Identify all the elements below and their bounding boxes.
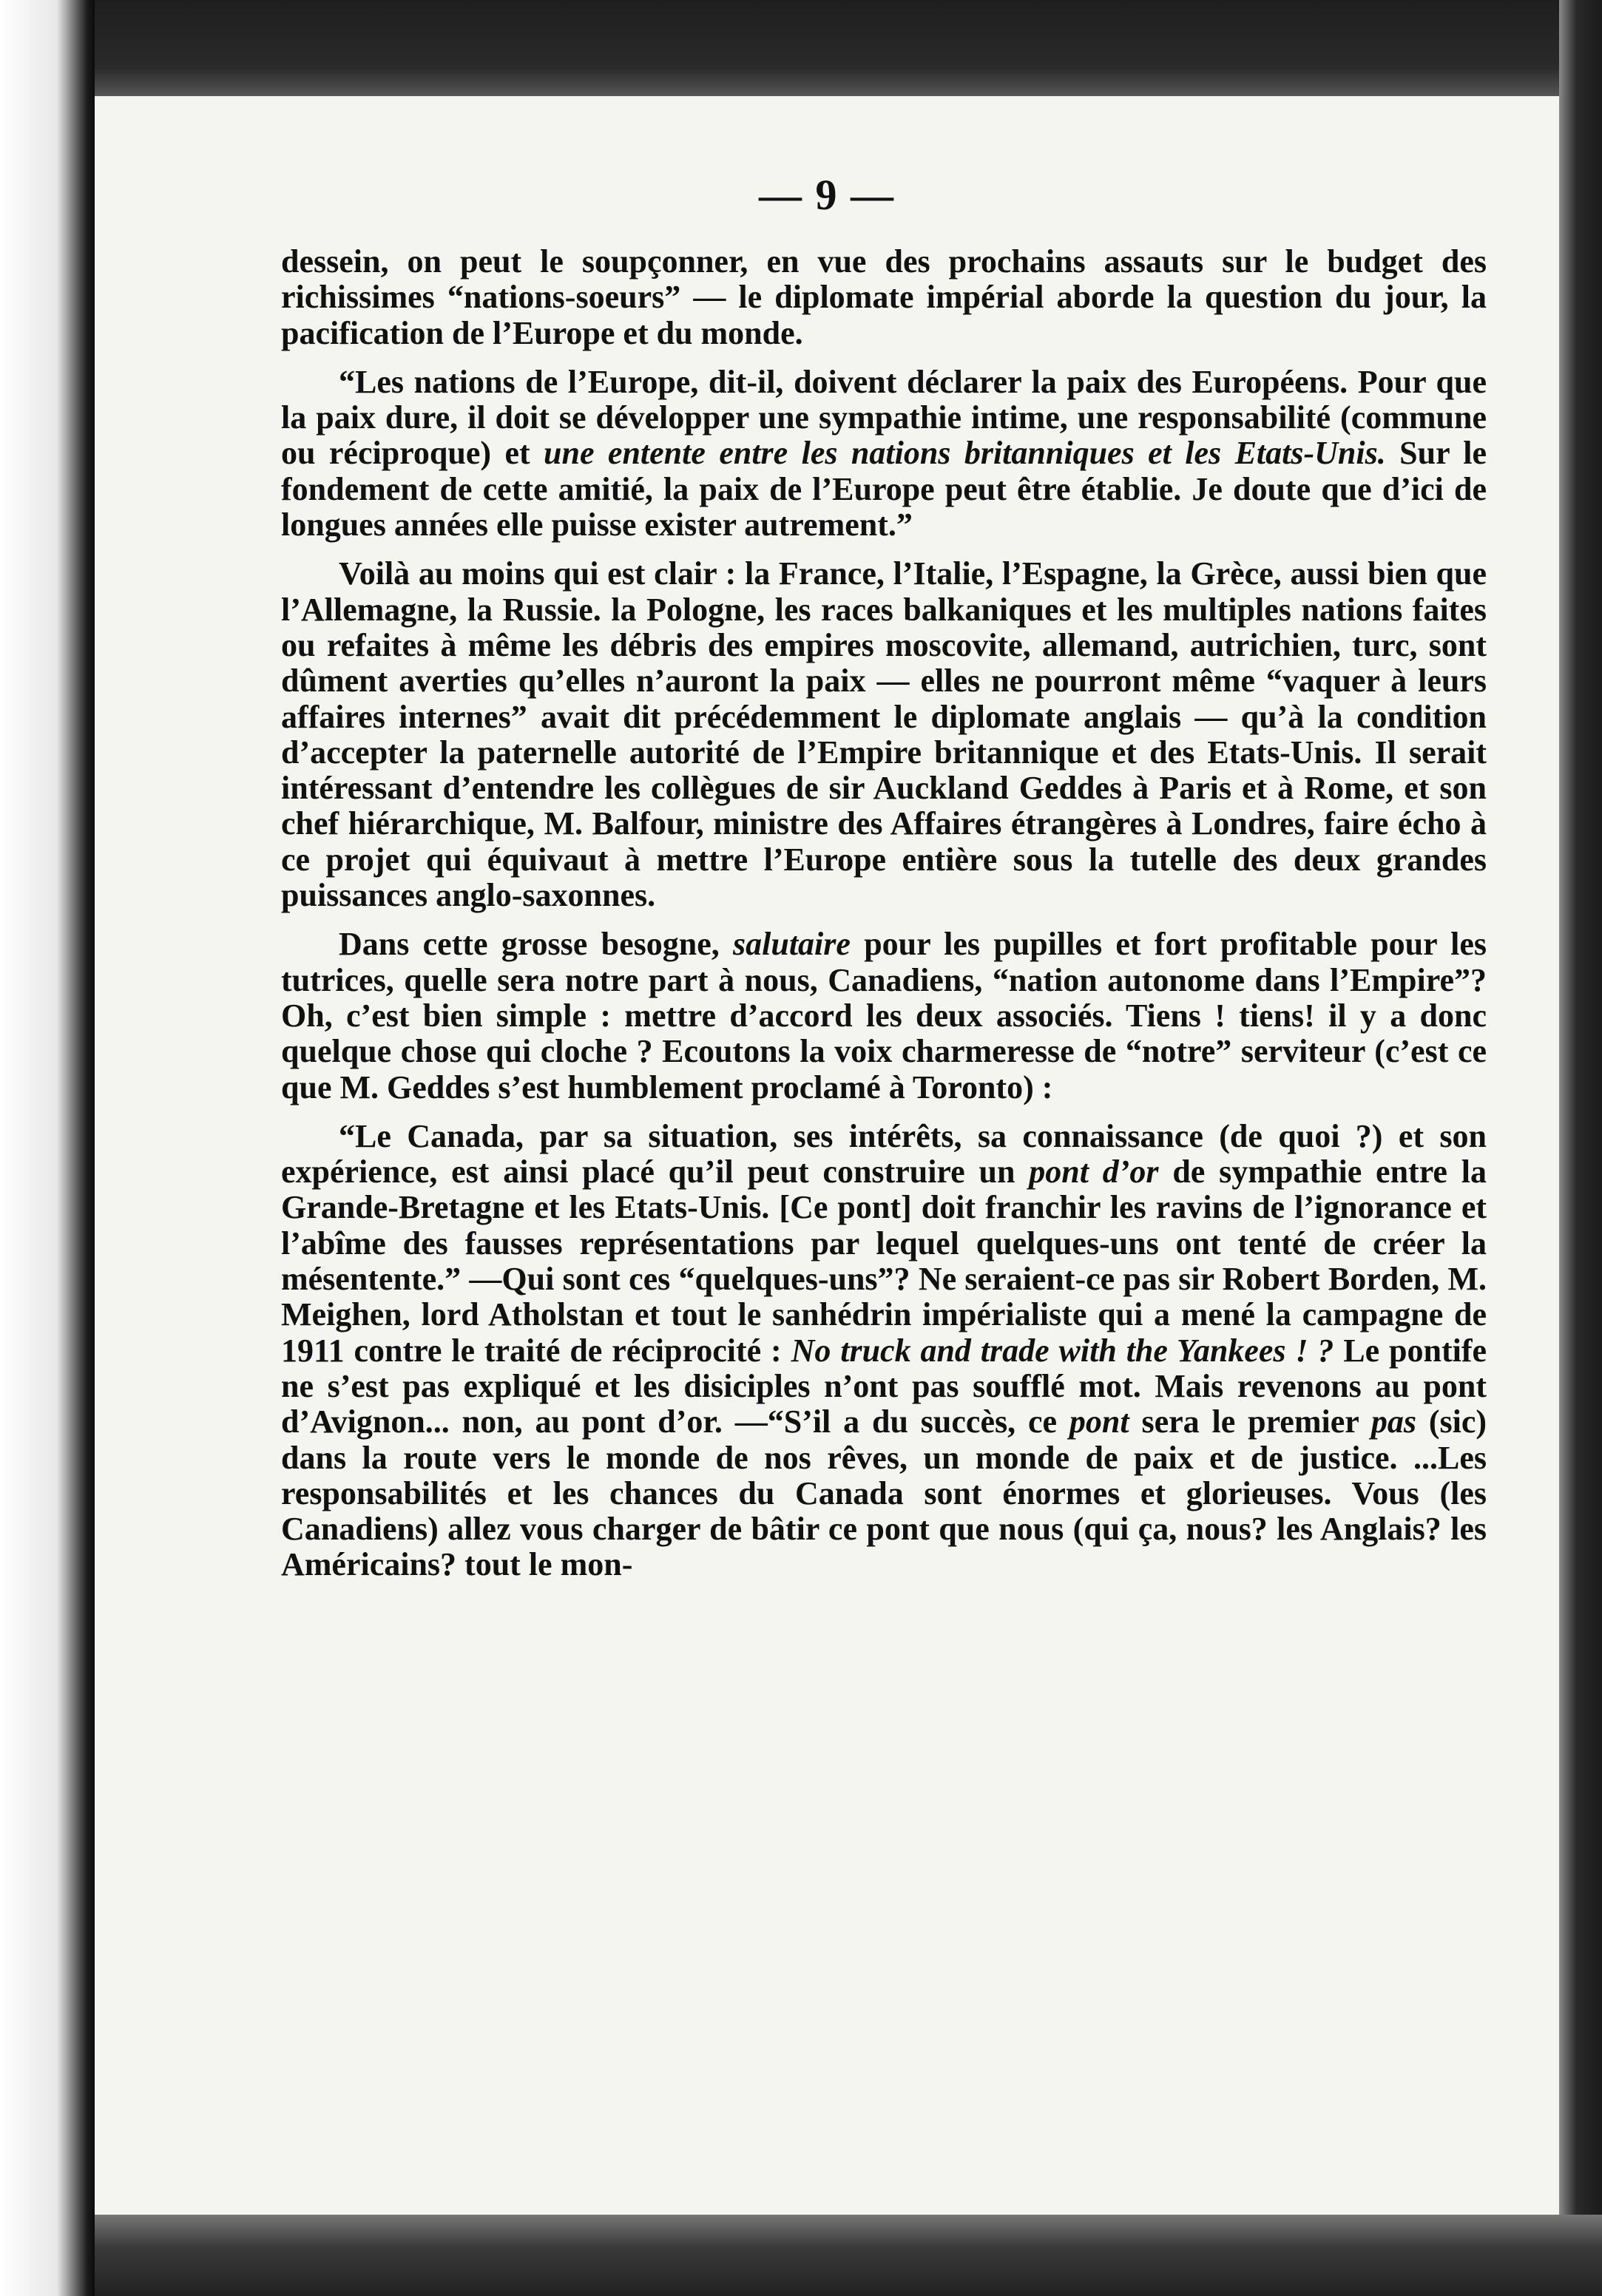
paragraph xyxy=(281,1119,1487,1583)
text-run: “Les nations de l’Europe, dit-il, doivent déclarer la paix des Européens. Pour que la paix dure, il doit se développer une sympathie intime, une responsabilité (commune ou réciproque) et xyxy=(281,363,1487,472)
page-number: — 9 — xyxy=(759,171,895,219)
italic-text-run: No truck and trade with the Yankees ! ? xyxy=(791,1332,1334,1369)
italic-text-run: pont d’or xyxy=(1029,1154,1159,1191)
italic-text-run: pont xyxy=(1069,1403,1129,1440)
text-run: “Le Canada, par sa situation, ses intérêts, sa connaissance (de quoi ?) et son expérience, est ainsi placé qu’il peut construire un xyxy=(281,1117,1487,1191)
italic-text-run: une entente entre les nations britanniques et les Etats-Unis. xyxy=(544,435,1386,472)
text-run: pour les pupilles et fort profitable pour les tutrices, quelle sera notre part à nous, Canadiens, “nation autonome dans l’Empire”? Oh, c’est bien simple : mettre d’accord les deux associés. Tiens ! tiens! il y a donc quelque chose qui cloche ? Ecoutons la voix charmeresse de “notre” serviteur (c’est ce que M. Geddes s’est humblement proclamé à Toronto) : xyxy=(281,926,1487,1105)
text-run: dessein, on peut le soupçonner, en vue des prochains assauts sur le budget des richissimes “nations-soeurs” — le diplomate impérial aborde la question du jour, la pacification de l’Europe et du monde. xyxy=(281,243,1487,351)
paragraph xyxy=(281,244,1487,351)
scan-bottom-edge xyxy=(95,2215,1602,2296)
text-run: (sic) dans la route vers le monde de nos rêves, un monde de paix et de justice. ...Les responsabilités et les chances du Canada sont énormes et glorieuses. Vous (les Canadiens) allez vous charger de bâtir ce pont que nous (qui ça, nous? les Anglais? les Américains? tout le mon- xyxy=(281,1403,1487,1583)
text-run: de sympathie entre la Grande-Bretagne et les Etats-Unis. [Ce pont] doit franchir les ravins de l’ignorance et l’abîme des fausses représentations par lequel quelques-uns ont tenté de créer la mésentente.” —Qui sont ces “quelques-uns”? Ne seraient-ce pas sir Robert Borden, M. Meighen, lord Atholstan et tout le sanhédrin impérialiste qui a mené la campagne de 1911 contre le traité de réciprocité : xyxy=(281,1154,1487,1369)
scan-right-edge xyxy=(1559,0,1602,2296)
paragraph xyxy=(281,927,1487,1105)
text-run: Sur le fondement de cette amitié, la paix de l’Europe peut être établie. Je doute que d’ici de longues années elle puisse exister autrement.” xyxy=(281,435,1487,543)
paragraph xyxy=(281,365,1487,543)
scan-top-edge xyxy=(95,0,1602,96)
text-run: Dans cette grosse besogne, xyxy=(339,926,734,963)
italic-text-run: salutaire xyxy=(733,926,851,963)
text-run: sera le premier xyxy=(1129,1403,1371,1440)
scan-left-edge xyxy=(0,0,95,2296)
text-run: Voilà au moins qui est clair : la France, l’Italie, l’Espagne, la Grèce, aussi bien que l’Allemagne, la Russie. la Pologne, les races balkaniques et les multiples nations faites ou refaites à même les débris des empires moscovite, allemand, autrichien, turc, sont dûment averties qu’elles n’auront la paix — elles ne pourront même “vaquer à leurs affaires internes” avait dit précédemment le diplomate anglais — qu’à la condition d’accepter la paternelle autorité de l’Empire britannique et des Etats-Unis. Il serait intéressant d’entendre les collègues de sir Auckland Geddes à Paris et à Rome, et son chef hiérarchique, M. Balfour, ministre des Affaires étrangères à Londres, faire écho à ce projet qui équivaut à mettre l’Europe entière sous la tutelle des deux grandes puissances anglo-saxonnes. xyxy=(281,555,1487,914)
italic-text-run: pas xyxy=(1371,1403,1416,1440)
paragraph xyxy=(281,556,1487,913)
body-text xyxy=(281,244,1487,1583)
document-page xyxy=(95,96,1559,2215)
text-run: Le pontife ne s’est pas expliqué et les disiciples n’ont pas soufflé mot. Mais revenons au pont d’Avignon... non, au pont d’or. —“S’il a du succès, ce xyxy=(281,1332,1487,1440)
